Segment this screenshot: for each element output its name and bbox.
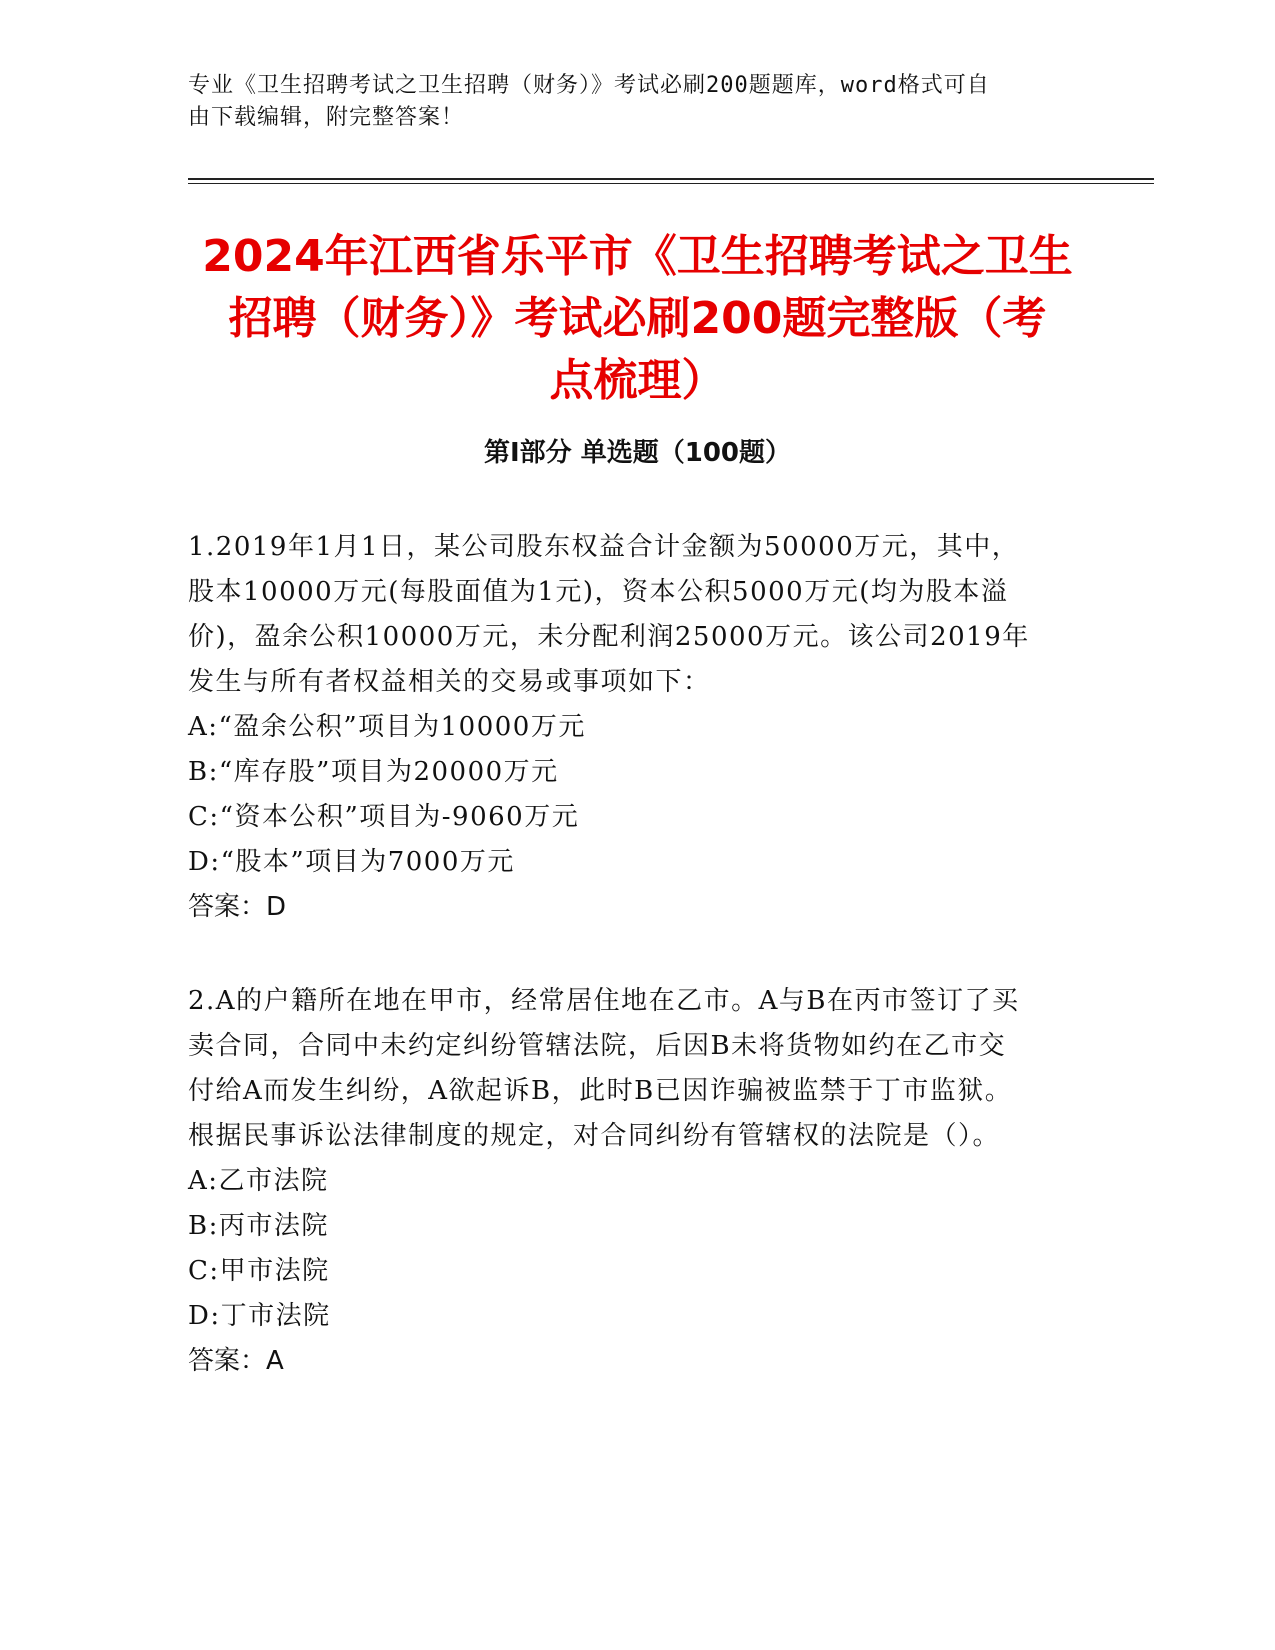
question-1: [188, 525, 1088, 930]
question-stem-line: 股本10000万元(每股面值为1元)，资本公积5000万元(均为股本溢: [188, 577, 1009, 607]
question-stem-line: 卖合同，合同中未约定纠纷管辖法院，后因B未将货物如约在乙市交: [188, 1031, 1007, 1061]
option-b: B:“库存股”项目为20000万元: [188, 757, 559, 787]
header-divider-thin: [188, 183, 1154, 184]
option-b: B:丙市法院: [188, 1211, 329, 1241]
header-note-line-2: 由下载编辑，附完整答案！: [188, 105, 465, 130]
question-stem-line: 1.2019年1月1日，某公司股东权益合计金额为50000万元，其中，: [188, 532, 1020, 562]
header-divider-thick: [188, 178, 1154, 180]
option-a: A:乙市法院: [188, 1166, 329, 1196]
question-2: [188, 979, 1088, 1384]
header-note-line-1: 专业《卫生招聘考试之卫生招聘（财务）》考试必刷200题题库，word格式可自: [188, 73, 990, 98]
question-stem-line: 根据民事诉讼法律制度的规定，对合同纠纷有管辖权的法院是（）。: [188, 1121, 1001, 1151]
answer-label: 答案：D: [188, 892, 287, 922]
option-d: D:丁市法院: [188, 1301, 331, 1331]
option-d: D:“股本”项目为7000万元: [188, 847, 515, 877]
section-title: 第Ⅰ部分 单选题（100题）: [484, 438, 791, 468]
question-stem-line: 2.A的户籍所在地在甲市，经常居住地在乙市。A与B在丙市签订了买: [188, 986, 1020, 1016]
option-a: A:“盈余公积”项目为10000万元: [188, 712, 586, 742]
title-line-1: 2024年江西省乐平市《卫生招聘考试之卫生: [202, 231, 1073, 282]
title-line-3: 点梳理）: [549, 355, 726, 406]
question-stem-line: 付给A而发生纠纷，A欲起诉B，此时B已因诈骗被监禁于丁市监狱。: [188, 1076, 1013, 1106]
option-c: C:甲市法院: [188, 1256, 330, 1286]
question-stem-line: 价)，盈余公积10000万元，未分配利润25000万元。该公司2019年: [188, 622, 1030, 652]
answer-label: 答案：A: [188, 1346, 284, 1376]
question-stem-line: 发生与所有者权益相关的交易或事项如下：: [188, 667, 711, 697]
option-c: C:“资本公积”项目为-9060万元: [188, 802, 580, 832]
header-note: [188, 70, 1088, 134]
title-line-2: 招聘（财务）》考试必刷200题完整版（考: [228, 293, 1047, 344]
document-title: [150, 226, 1125, 412]
